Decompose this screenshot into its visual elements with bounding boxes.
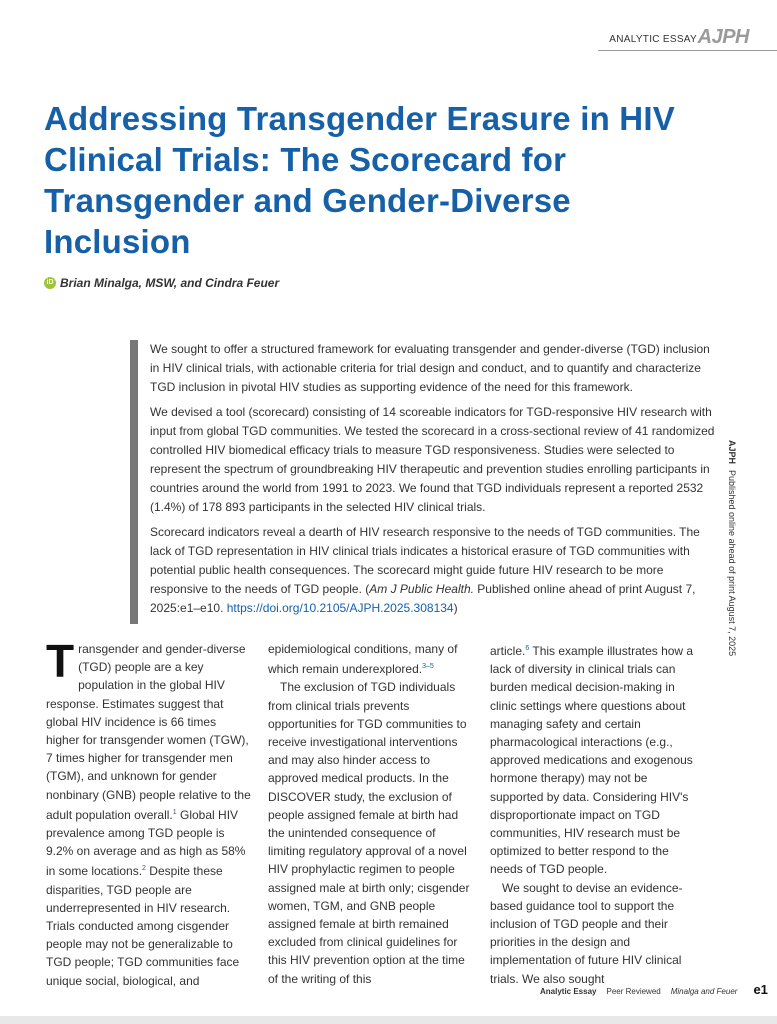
side-pub-date: Published online ahead of print August 7, 2025	[727, 470, 737, 657]
side-journal: AJPH	[727, 440, 737, 465]
reference-link[interactable]: 3–5	[422, 663, 434, 671]
section-label: ANALYTIC ESSAY	[609, 34, 697, 45]
journal-logo: AJPH	[697, 26, 749, 48]
author-names: Brian Minalga, MSW, and Cindra Feuer	[60, 276, 280, 290]
reference-link[interactable]: 1	[172, 808, 177, 816]
body-paragraph: epidemiological conditions, many of which remain underexplored.$^{3-5}$	[268, 642, 458, 677]
abstract	[130, 340, 720, 624]
body-paragraph: Transgender and gender-diverse (TGD) people are a key population in the global HIV response. Estimates suggest that global HIV incidence is 66 times higher for transgender women (TGW), 7 times higher for transgender men (TGM), and unknown for gender nonbinary (GNB) people relative to the adult population overall.$^1$ Global HIV prevalence among TGD people is 9.2% on average and as high as 58% in some locations.$^2$ Despite these disparities, TGD people are underrepresented in HIV research. Trials conducted among cisgender people may not be generalizable to TGD people; TGD communities face unique social, biological, and	[46, 635, 251, 988]
page-footer	[540, 982, 768, 997]
abstract-objectives: We sought to offer a structured framework for evaluating transgender and gender-diverse (TGD) inclusion in HIV clinical trials, with actionable criteria for trial design and conduct, and to quantify and characterize TGD inclusion in pivotal HIV studies as supporting evidence of the need for this framework.	[150, 342, 710, 394]
reference-link[interactable]: 6	[525, 645, 530, 652]
abstract-methods: We devised a tool (scorecard) consisting of 14 scoreable indicators for TGD-responsive HIV research with input from global TGD communities. We tested the scorecard in a cross-sectional review of 41 randomized controlled HIV biomedical efficacy trials to measure TGD responsiveness. Studies were selected to represent the spectrum of groundbreaking HIV therapeutic and prevention studies enrolling participants in countries around the world from 1991 to 2023. We found that TGD individuals represent a reported 2532 (1.4%) of 178 893 participants in the selected HIV clinical trials.	[150, 405, 715, 514]
reference-link[interactable]: 2	[142, 865, 146, 873]
footer-bar	[0, 1016, 777, 1024]
citation-journal: Am J Public Health.	[369, 582, 474, 596]
abstract-conclusions: Scorecard indicators reveal a dearth of HIV research responsive to the needs of TGD communities. The lack of TGD representation in HIV clinical trials indicates a historical erasure of TGD communities with potential public health consequences. The scorecard might guide future HIV research to be more responsive to the needs of TGD people. (Am J Public Health. Published online ahead of print August 7, 2025:e1–e10. https://doi.org/10.2105/AJPH.2025.308134)	[150, 525, 700, 615]
body-column-2	[268, 640, 473, 988]
page-number: e1	[753, 982, 768, 997]
footer-review: Peer Reviewed	[606, 987, 661, 996]
footer-section: Analytic Essay	[540, 987, 597, 996]
doi-link[interactable]: https://doi.org/10.2105/AJPH.2025.308134	[226, 601, 454, 615]
article-title: Addressing Transgender Erasure in HIV Clinical Trials: The Scorecard for Transgender and Gender-Diverse Inclusion	[44, 100, 675, 260]
header-divider	[598, 50, 777, 51]
orcid-icon[interactable]: iD	[44, 277, 56, 289]
body-paragraph: We sought to devise an evidence-based guidance tool to support the inclusion of TGD people and their priorities in the design and implementation of future HIV clinical trials. We also sought	[490, 880, 683, 986]
footer-authors: Minalga and Feuer	[670, 987, 738, 996]
body-paragraph: The exclusion of TGD individuals from clinical trials prevents opportunities for TGD communities to receive investigational interventions and may also hinder access to approved medical products. In the DISCOVER study, the exclusion of people assigned female at birth had the unintended consequence of limiting regulatory approval of a novel HIV prophylactic regimen to people assigned male at birth only; cisgender women, TGM, and GNB people assigned female at birth remained excluded from clinical guidelines for this HIV prevention option at the time of the writing of this	[268, 680, 470, 986]
body-column-3	[490, 640, 695, 988]
body-column-1	[46, 635, 251, 990]
author-line	[44, 276, 279, 290]
side-publication-note	[727, 440, 737, 656]
drop-cap: T	[46, 635, 75, 687]
body-paragraph: article.$^6$ This example illustrates how a lack of diversity in clinical trials can burden medical decision-making in clinic settings where questions about managing safety and certain pharmacological interactions (e.g., approved medications and exogenous hormone therapy) may not be supported by data. Considering HIV's disproportionate impact on TGD communities, HIV research must be optimized to better respond to the needs of TGD people.	[490, 644, 694, 877]
